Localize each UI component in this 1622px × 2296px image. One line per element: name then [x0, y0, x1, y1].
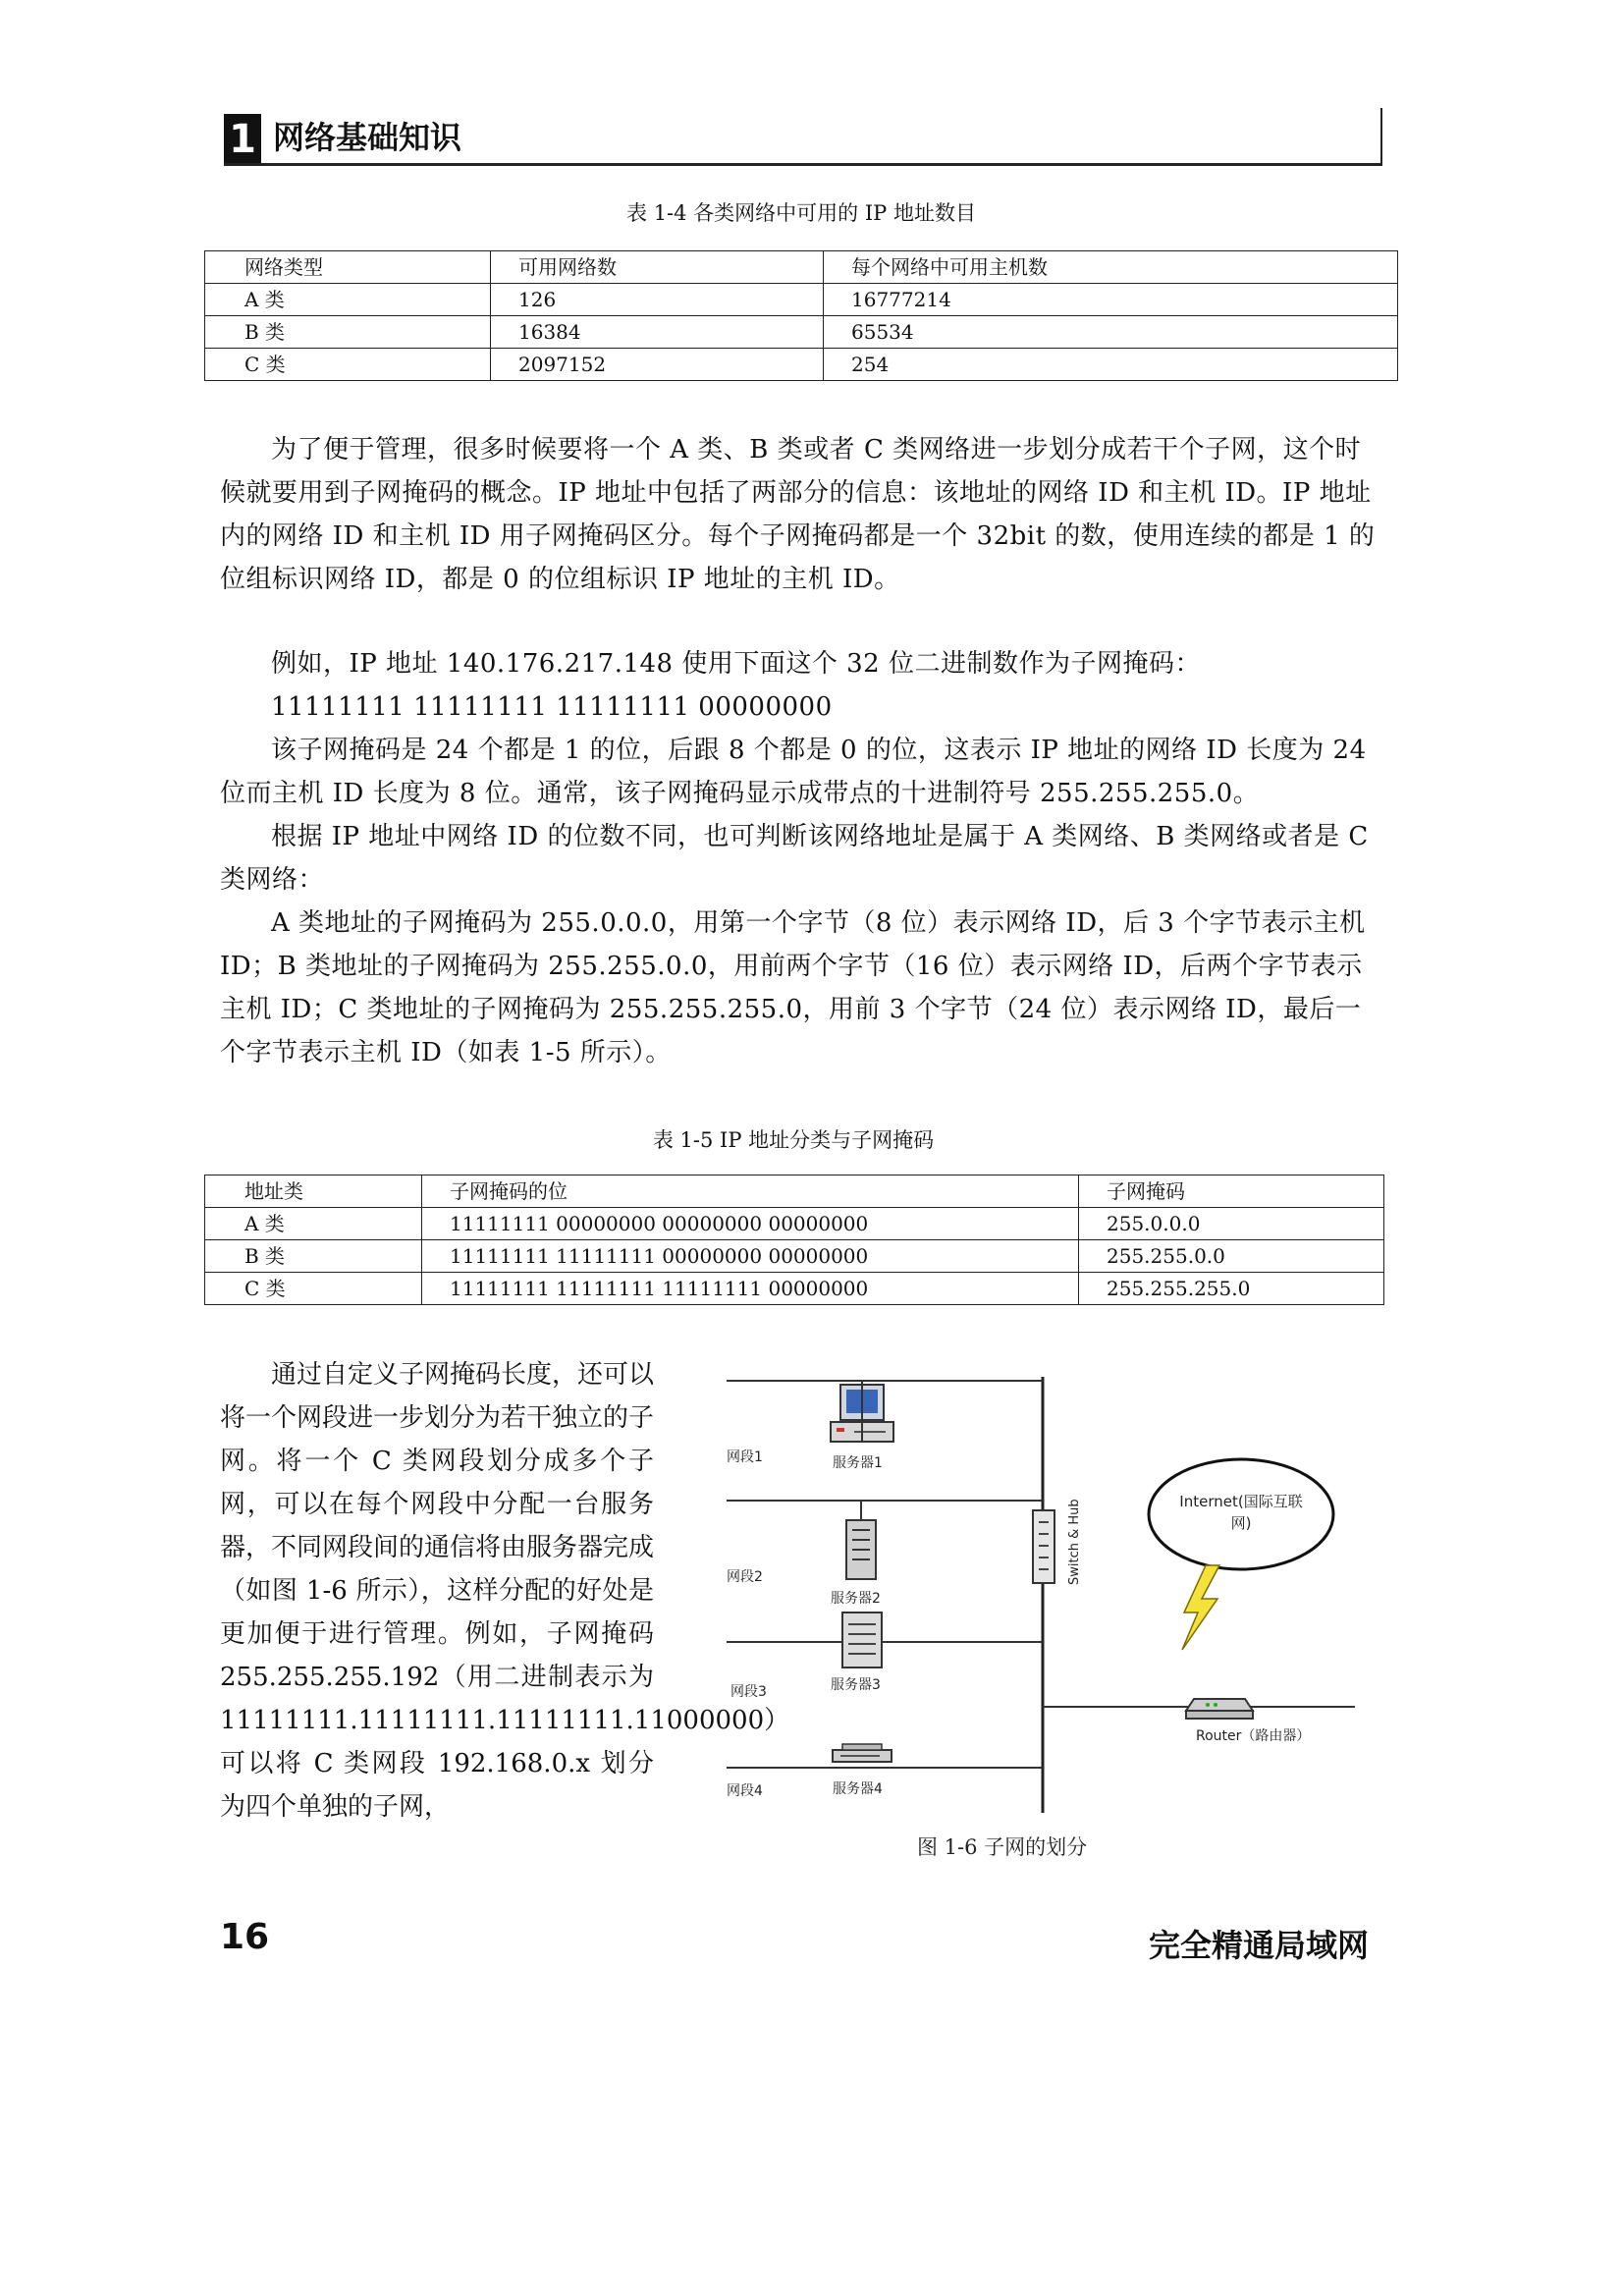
router-icon	[1186, 1699, 1253, 1719]
table5	[204, 1175, 1384, 1305]
switch-hub-label: Switch & Hub	[1067, 1499, 1082, 1585]
chapter-title: 网络基础知识	[273, 119, 462, 156]
internet-label-line1: Internet(国际互联	[1179, 1493, 1303, 1510]
segment-label: 网段4	[727, 1783, 763, 1799]
table-cell: B 类	[205, 316, 491, 349]
table-header-cell: 子网掩码	[1079, 1175, 1384, 1208]
table-cell: C 类	[205, 349, 491, 381]
segment-label: 网段1	[727, 1449, 763, 1465]
table-header-cell: 每个网络中可用主机数	[824, 251, 1398, 284]
header-rule	[224, 163, 1382, 166]
example-explain: 该子网掩码是 24 个都是 1 的位，后跟 8 个都是 0 的位，这表示 IP 地址的网络 ID 长度为 24 位而主机 ID 长度为 8 位。通常，该子网掩码显示成带点的十进制符号 255.255.255.0。	[220, 736, 1367, 808]
table-row	[205, 1208, 1384, 1240]
table-cell: 255.255.255.0	[1079, 1273, 1384, 1305]
table-cell: C 类	[205, 1273, 422, 1305]
table-cell: 11111111 11111111 00000000 00000000	[422, 1240, 1079, 1273]
lightning-icon	[1182, 1565, 1219, 1650]
internet-label-line2: 网)	[1230, 1514, 1252, 1532]
book-title: 完全精通局域网	[1149, 1927, 1370, 1964]
switch-hub-icon	[1033, 1510, 1054, 1583]
table-cell: 65534	[824, 316, 1398, 349]
table-row	[205, 1240, 1384, 1273]
table-cell: 255.255.0.0	[1079, 1240, 1384, 1273]
table-cell: A 类	[205, 1208, 422, 1240]
table-row	[205, 349, 1398, 381]
table-row	[205, 284, 1398, 316]
table-cell: A 类	[205, 284, 491, 316]
table-header-cell: 网络类型	[205, 251, 491, 284]
page-number: 16	[220, 1917, 270, 1957]
figure-caption: 图 1-6 子网的划分	[917, 1835, 1088, 1859]
segment-label: 网段3	[730, 1684, 767, 1700]
table-cell: 126	[491, 284, 824, 316]
example-intro: 例如，IP 地址 140.176.217.148 使用下面这个 32 位二进制数作为子网掩码：	[271, 649, 1201, 679]
server2-tower-icon	[846, 1520, 876, 1579]
chapter-number-block	[224, 114, 261, 165]
table4-caption: 表 1-4 各类网络中可用的 IP 地址数目	[626, 201, 976, 225]
header-tick	[1380, 108, 1382, 163]
table-cell: 254	[824, 349, 1398, 381]
table-row	[205, 316, 1398, 349]
side-paragraph-text: 通过自定义子网掩码长度，还可以将一个网段进一步划分为若干独立的子网。将一个 C 类网段划分成多个子网，可以在每个网段中分配一台服务器，不同网段间的通信将由服务器完成（如图 1-6 所示），这样分配的好处是更加便于进行管理。例如，子网掩码 255.255.255.192（用二进制表示为 11111111.11111111.11111111.11000000）可以将 C 类网段 192.168.0.x 划分为四个单独的子网，	[220, 1360, 790, 1822]
segment-label: 网段2	[727, 1569, 763, 1585]
server-label: 服务器3	[831, 1677, 881, 1693]
table5-caption: 表 1-5 IP 地址分类与子网掩码	[652, 1128, 935, 1152]
server-label: 服务器1	[833, 1455, 883, 1471]
table-header-cell: 地址类	[205, 1175, 422, 1208]
table-row	[205, 1175, 1384, 1208]
server-label: 服务器4	[833, 1781, 883, 1797]
paragraph-text: 为了便于管理，很多时候要将一个 A 类、B 类或者 C 类网络进一步划分成若干个子网，这个时候就要用到子网掩码的概念。IP 地址中包括了两部分的信息：该地址的网络 ID 和主机 ID。IP 地址内的网络 ID 和主机 ID 用子网掩码区分。每个子网掩码都是一个 32bit 的数，使用连续的都是 1 的位组标识网络 ID，都是 0 的位组标识 IP 地址的主机 ID。	[220, 435, 1376, 594]
table-header-cell: 可用网络数	[491, 251, 824, 284]
table-cell: 255.0.0.0	[1079, 1208, 1384, 1240]
table-cell: 16384	[491, 316, 824, 349]
table4	[204, 250, 1398, 381]
server3-server-icon	[842, 1613, 882, 1667]
example-block	[220, 642, 1384, 1074]
table-cell: 2097152	[491, 349, 824, 381]
server-label: 服务器2	[831, 1591, 881, 1607]
router-label: Router（路由器）	[1196, 1728, 1311, 1744]
table-row	[205, 251, 1398, 284]
paragraph-subnet-intro	[220, 428, 1384, 601]
subnet-diagram-svg	[707, 1355, 1394, 1866]
table-cell: 11111111 00000000 00000000 00000000	[422, 1208, 1079, 1240]
table-row	[205, 1273, 1384, 1305]
example-classes: A 类地址的子网掩码为 255.0.0.0，用第一个字节（8 位）表示网络 ID，后 3 个字节表示主机 ID；B 类地址的子网掩码为 255.255.0.0，用前两个字节（16 位）表示网络 ID，后两个字节表示主机 ID；C 类地址的子网掩码为 255.255.255.0，用前 3 个字节（24 位）表示网络 ID，最后一个字节表示主机 ID（如表 1-5 所示）。	[220, 908, 1366, 1067]
example-binary: 11111111 11111111 11111111 00000000	[271, 692, 833, 722]
server4-rack-icon	[833, 1744, 892, 1762]
table-cell: B 类	[205, 1240, 422, 1273]
table-cell: 16777214	[824, 284, 1398, 316]
example-classify: 根据 IP 地址中网络 ID 的位数不同，也可判断该网络地址是属于 A 类网络、B 类网络或者是 C 类网络：	[220, 822, 1369, 895]
table-header-cell: 子网掩码的位	[422, 1175, 1079, 1208]
table-cell: 11111111 11111111 11111111 00000000	[422, 1273, 1079, 1305]
chapter-number: 1	[229, 117, 256, 162]
figure-subnet-diagram	[707, 1355, 1394, 1866]
